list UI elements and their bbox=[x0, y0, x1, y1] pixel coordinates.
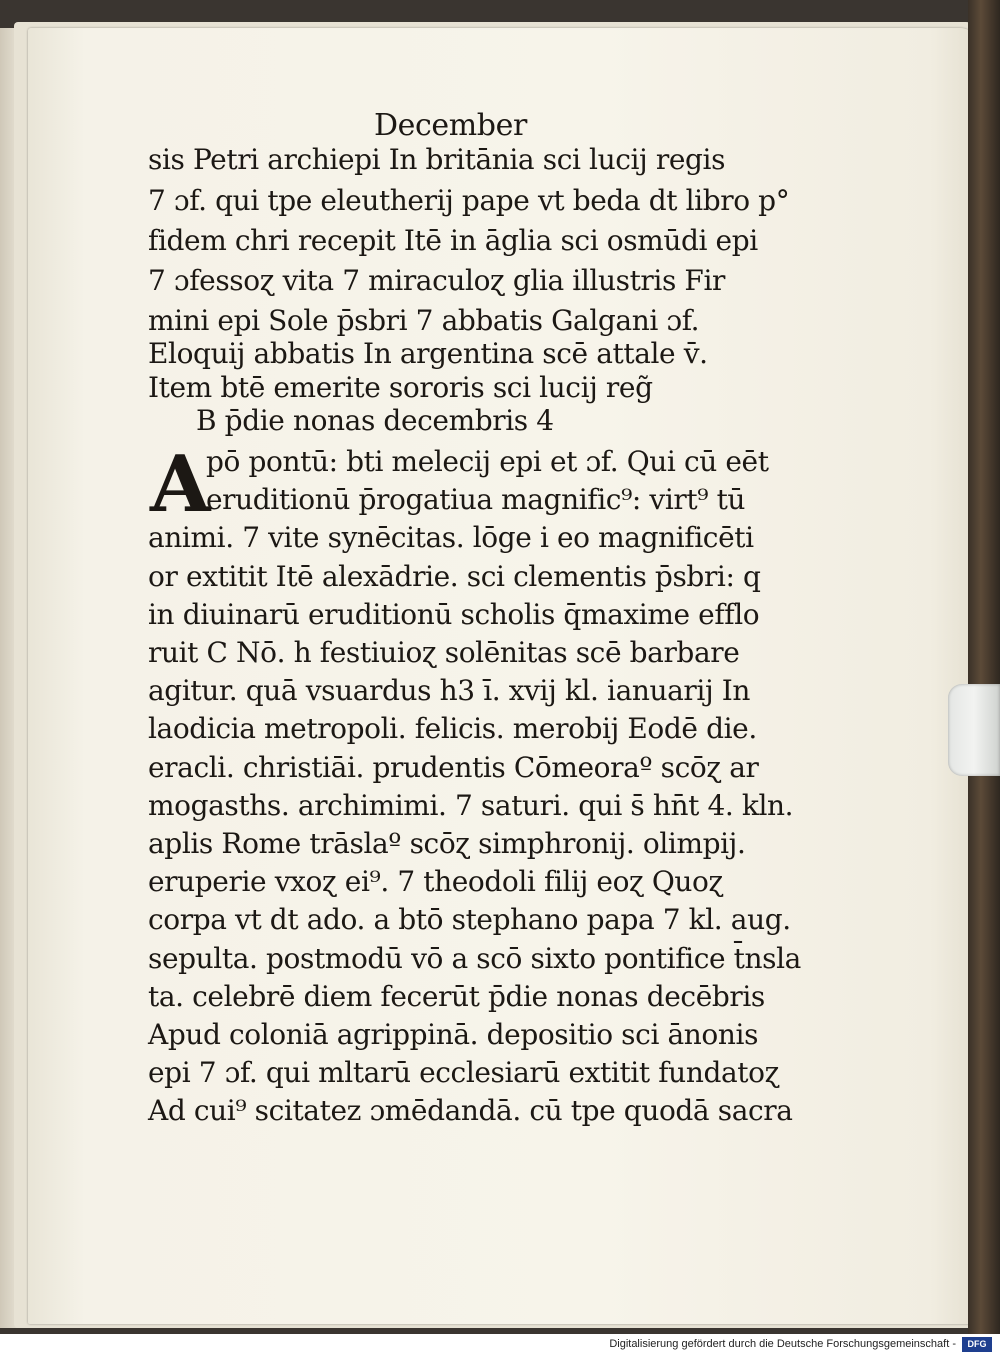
text-line: aplis Rome trāslaº scōɀ simphronij. olimpij. bbox=[148, 827, 746, 860]
text-line: ta. celebrē diem fecerūt p̄die nonas decēbris bbox=[148, 980, 765, 1013]
text-line: animi. 7 vite synēcitas. lōge i eo magnificēti bbox=[148, 521, 754, 554]
page-clip bbox=[948, 684, 1000, 776]
text-line: 7 ɔf. qui tpe eleutherij pape vt beda dt libro p° bbox=[148, 184, 790, 217]
text-line: eracli. christiāi. prudentis Cōmeoraº scōɀ ar bbox=[148, 751, 759, 784]
text-line: B p̄die nonas decembris 4 bbox=[196, 404, 554, 437]
text-line: Apud coloniā agrippinā. depositio sci ānonis bbox=[148, 1018, 759, 1051]
footer bbox=[0, 1334, 1000, 1356]
text-line: sis Petri archiepi In britānia sci lucij regis bbox=[148, 143, 726, 176]
text-line: mogasths. archimimi. 7 saturi. qui s̄ hn̄t 4. kln. bbox=[148, 789, 794, 822]
text-line: eruperie vxoɀ ei⁹. 7 theodoli filij eoɀ Quoɀ bbox=[148, 865, 723, 898]
text-line: Item btē emerite sororis sci lucij reg̃ bbox=[148, 371, 653, 404]
text-line: pō pontū: bti melecij epi et ɔf. Qui cū eēt bbox=[206, 445, 769, 478]
text-line: mini epi Sole p̄sbri 7 abbatis Galgani ɔf. bbox=[148, 304, 700, 337]
text-line: laodicia metropoli. felicis. merobij Eodē die. bbox=[148, 712, 757, 745]
text-line: or extitit Itē alexādrie. sci clementis p̄sbri: q bbox=[148, 560, 761, 593]
dfg-logo: DFG bbox=[962, 1337, 992, 1352]
text-line: Ad cui⁹ scitatez ɔmēdandā. cū tpe quodā sacra bbox=[148, 1094, 793, 1127]
text-line: in diuinarū eruditionū scholis q̄maxime efflo bbox=[148, 598, 760, 631]
decorated-initial: A bbox=[150, 439, 211, 530]
text-line: fidem chri recepit Itē in āglia sci osmūdi epi bbox=[148, 224, 758, 257]
text-line: ruit C Nō. h festiuioɀ solēnitas scē barbare bbox=[148, 636, 740, 669]
text-line: 7 ɔfessoɀ vita 7 miraculoɀ glia illustris Fir bbox=[148, 264, 726, 297]
digitization-credit: Digitalisierung gefördert durch die Deutsche Forschungsgemeinschaft - bbox=[609, 1338, 956, 1350]
text-line: agitur. quā vsuardus h3 ī. xvij kl. ianuarij In bbox=[148, 674, 751, 707]
text-line: sepulta. postmodū vō a scō sixto pontifice t̄nsla bbox=[148, 942, 801, 975]
text-line: eruditionū p̄rogatiua magnific⁹: virt⁹ tū bbox=[206, 483, 746, 516]
page-heading: December bbox=[374, 108, 527, 143]
binding-edge bbox=[968, 0, 1000, 1334]
text-line: Eloquij abbatis In argentina scē attale v̄. bbox=[148, 337, 708, 370]
text-line: epi 7 ɔf. qui mltarū ecclesiarū extitit fundatoɀ bbox=[148, 1056, 779, 1089]
text-line: corpa vt dt ado. a btō stephano papa 7 kl. aug. bbox=[148, 903, 791, 936]
